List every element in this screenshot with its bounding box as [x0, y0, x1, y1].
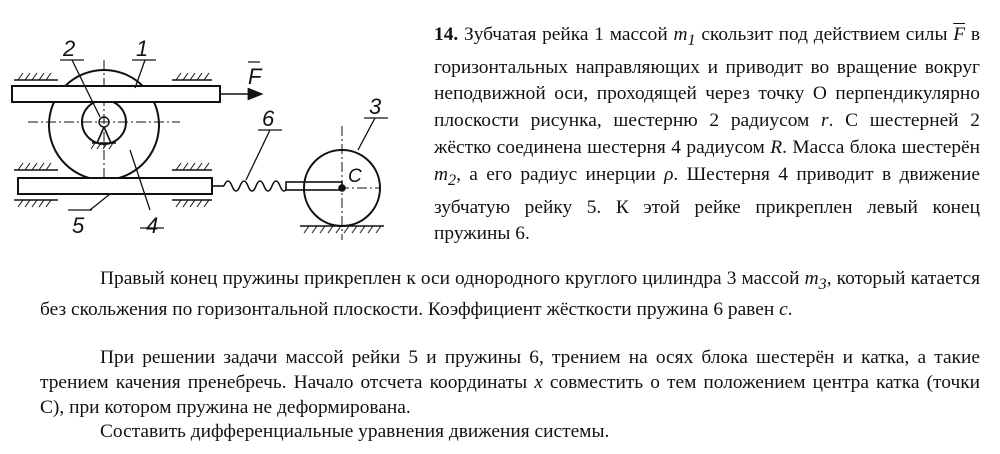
symbol-m: m: [804, 268, 819, 289]
paragraph-4: [40, 419, 980, 444]
label-4: 4: [146, 213, 159, 238]
label-1: 1: [136, 36, 149, 61]
label-3: 3: [369, 94, 382, 119]
symbol-x: x: [534, 372, 543, 393]
label-force: F: [248, 64, 262, 89]
symbol-r: r: [821, 110, 829, 132]
symbol-R: R: [770, 137, 783, 159]
paragraph-text: , который катается без скольжения по горизонтальной плоскости. Коэффициент жёсткости пружина 6 равен: [40, 268, 980, 320]
subscript: 2: [448, 171, 457, 189]
symbol-c: c: [779, 298, 788, 320]
intro-text: , а его радиус инерции: [456, 163, 665, 185]
problem-number: 14.: [434, 24, 459, 45]
rack-5: [18, 178, 212, 194]
label-6: 6: [262, 106, 275, 131]
label-c: C: [348, 166, 362, 187]
intro-text: скользит под действием силы: [695, 24, 954, 45]
symbol-m: m: [673, 24, 688, 45]
subscript: 1: [687, 31, 696, 49]
paragraph-text: Правый конец пружины прикреплен к оси однородного круглого цилиндра 3 массой: [100, 268, 805, 289]
paragraph-text: .: [787, 298, 793, 320]
paragraph-text: совместить о тем положением центра катка (точки С), при котором пружина не деформирована.: [40, 372, 980, 418]
intro-text: . Шестерня 4 приводит в движение зубчатую рейку 5. К этой рейке прикреплен левый конец пружины 6.: [434, 163, 980, 245]
paragraph-2: [40, 266, 980, 322]
intro-text: в горизонтальных направляющих и приводит во вращение вокруг неподвижной оси, проходящей через точку О перпендикулярно плоскости рисунка, шестерню 2 радиусом: [434, 24, 980, 132]
subscript: 3: [818, 275, 827, 293]
intro-text: Зубчатая рейка 1 массой: [458, 24, 674, 45]
label-5: 5: [72, 213, 85, 238]
rack-1: [12, 86, 220, 102]
intro-text: . Масса блока шестерён: [782, 137, 981, 159]
paragraph-text: При решении задачи массой рейки 5 и пружины 6, трением на осях блока шестерён и катка, а такие трением качения пренебречь. Начало отсчета координаты: [40, 347, 980, 393]
symbol-m: m: [434, 163, 449, 185]
paragraph-text: Составить дифференциальные уравнения движения системы.: [100, 421, 610, 442]
symbol-rho: ρ: [664, 163, 674, 185]
symbol-f: $\overline{F}$: [953, 24, 966, 45]
paragraph-3: [40, 345, 980, 420]
label-2: 2: [63, 36, 76, 61]
spring-6: [224, 181, 288, 191]
mechanism-diagram: [0, 0, 420, 250]
problem-intro: [434, 22, 980, 248]
intro-text: . С шестерней 2 жёстко соединена шестерня 4 радиусом: [434, 110, 980, 159]
